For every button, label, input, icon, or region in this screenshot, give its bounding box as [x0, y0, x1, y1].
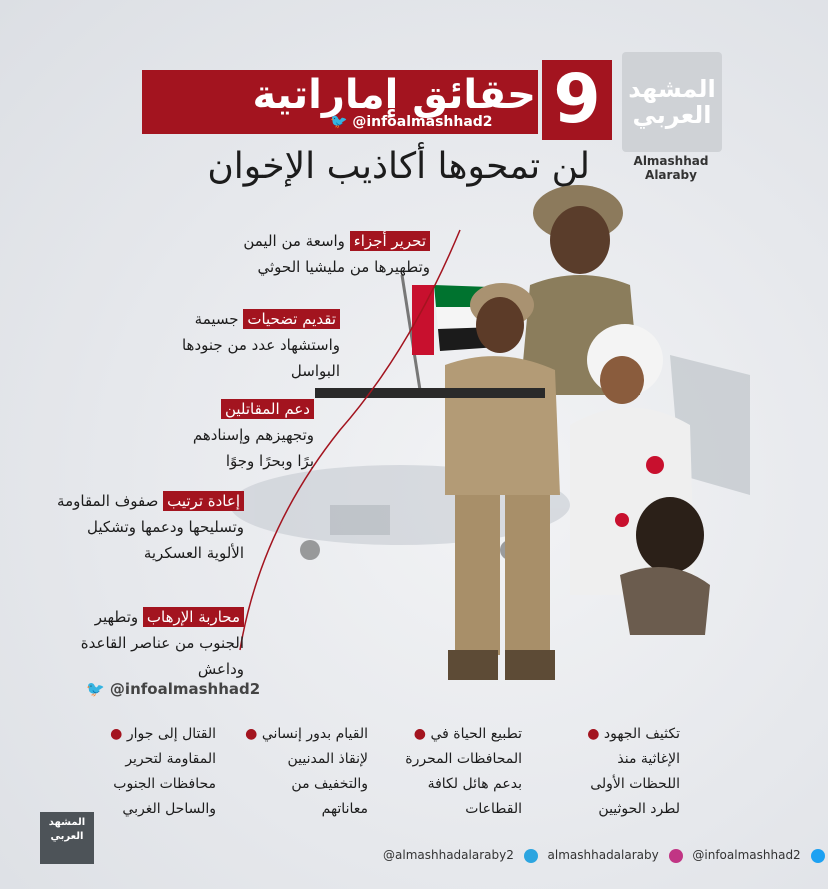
social-footer	[380, 848, 828, 863]
header-handle-text: @infoalmashhad2	[352, 114, 493, 130]
fact-item	[190, 228, 430, 280]
twitter-icon	[811, 849, 825, 863]
telegram-icon	[524, 849, 538, 863]
bullet-line: بدعم هائل لكافة	[427, 776, 522, 792]
twitter-icon: 🐦	[86, 680, 105, 698]
mid-handle-text: @infoalmashhad2	[109, 680, 261, 698]
bullet-line: المحافظات المحررة	[405, 751, 522, 767]
bullet-line: القتال إلى جوار	[126, 726, 216, 742]
logo-caption: Almashhad Alaraby	[633, 154, 709, 182]
fact-item	[4, 488, 244, 566]
bullet-line: محافظات الجنوب	[113, 776, 216, 792]
fact-highlight: إعادة ترتيب	[163, 491, 244, 511]
fact-text: واستشهاد عدد من جنودها	[181, 336, 340, 354]
bullet-item	[66, 722, 216, 822]
bullet-line: القيام بدور إنساني	[261, 726, 368, 742]
fact-highlight: دعم المقاتلين	[221, 399, 314, 419]
fact-text: برًا وبحرًا وجوًا	[225, 452, 314, 470]
bullet-dot-icon: ●	[587, 726, 600, 742]
fact-text: وتجهيزهم وإسنادهم	[192, 426, 314, 444]
instagram-handle[interactable]: @almashhadalaraby2	[383, 848, 514, 862]
bullet-line: والتخفيف من	[291, 776, 368, 792]
fact-text: وتطهير	[94, 608, 143, 626]
bullet-item	[530, 722, 680, 822]
footer-logo-line1: المشهد	[48, 817, 86, 828]
fact-text: وتطهيرها من مليشيا الحوثي	[257, 258, 430, 276]
fact-item	[4, 604, 244, 682]
fact-text: واسعة من اليمن	[243, 232, 350, 250]
telegram-handle[interactable]: almashhadalaraby	[547, 848, 659, 862]
bullet-line: تطبيع الحياة في	[430, 726, 522, 742]
bullet-dot-icon: ●	[413, 726, 426, 742]
fact-highlight: تقديم تضحيات	[243, 309, 340, 329]
bullet-line: والساحل الغربي	[122, 801, 216, 817]
rose-icon	[615, 513, 629, 527]
brand-logo	[622, 52, 722, 152]
header-handle	[330, 114, 493, 130]
twitter-icon: 🐦	[330, 114, 348, 130]
page-subtitle: لن تمحوها أكاذيب الإخوان	[207, 146, 590, 187]
fact-text: وداعش	[197, 660, 244, 678]
logo-line2: العربي	[632, 101, 712, 129]
fact-item	[100, 306, 340, 384]
twitter-handle[interactable]: @infoalmashhad2	[692, 848, 801, 862]
fact-highlight: محاربة الإرهاب	[143, 607, 244, 627]
page-title: حقائق إماراتية	[252, 72, 536, 118]
bullet-line: اللحظات الأولى	[590, 776, 680, 792]
bullet-line: القطاعات	[465, 801, 522, 817]
logo-line1: المشهد	[628, 75, 716, 103]
fact-text: الألوية العسكرية	[143, 544, 244, 562]
bullet-line: معاناتهم	[321, 801, 368, 817]
bullet-dot-icon: ●	[110, 726, 123, 742]
footer-logo	[40, 812, 94, 864]
bullet-item	[372, 722, 522, 822]
bullet-item	[218, 722, 368, 822]
bullet-line: المقاومة لتحرير	[125, 751, 216, 767]
bullet-line: لإنقاذ المدنيين	[287, 751, 368, 767]
title-number: 9	[542, 60, 612, 140]
fact-text: وتسليحها ودعمها وتشكيل	[87, 518, 244, 536]
fact-item	[74, 396, 314, 474]
mid-handle	[86, 680, 260, 698]
bullet-dot-icon: ●	[245, 726, 258, 742]
fact-text: جسيمة	[194, 310, 244, 328]
fact-text: صفوف المقاومة	[57, 492, 164, 510]
fact-text: الجنوب من عناصر القاعدة	[80, 634, 244, 652]
bullet-line: الإغاثية منذ	[617, 751, 680, 767]
fact-text: البواسل	[290, 362, 340, 380]
footer-logo-line2: العربي	[50, 831, 84, 842]
bullet-line: لطرد الحوثيين	[598, 801, 680, 817]
bullet-line: تكثيف الجهود	[603, 726, 680, 742]
fact-highlight: تحرير أجزاء	[350, 231, 430, 251]
instagram-icon	[669, 849, 683, 863]
